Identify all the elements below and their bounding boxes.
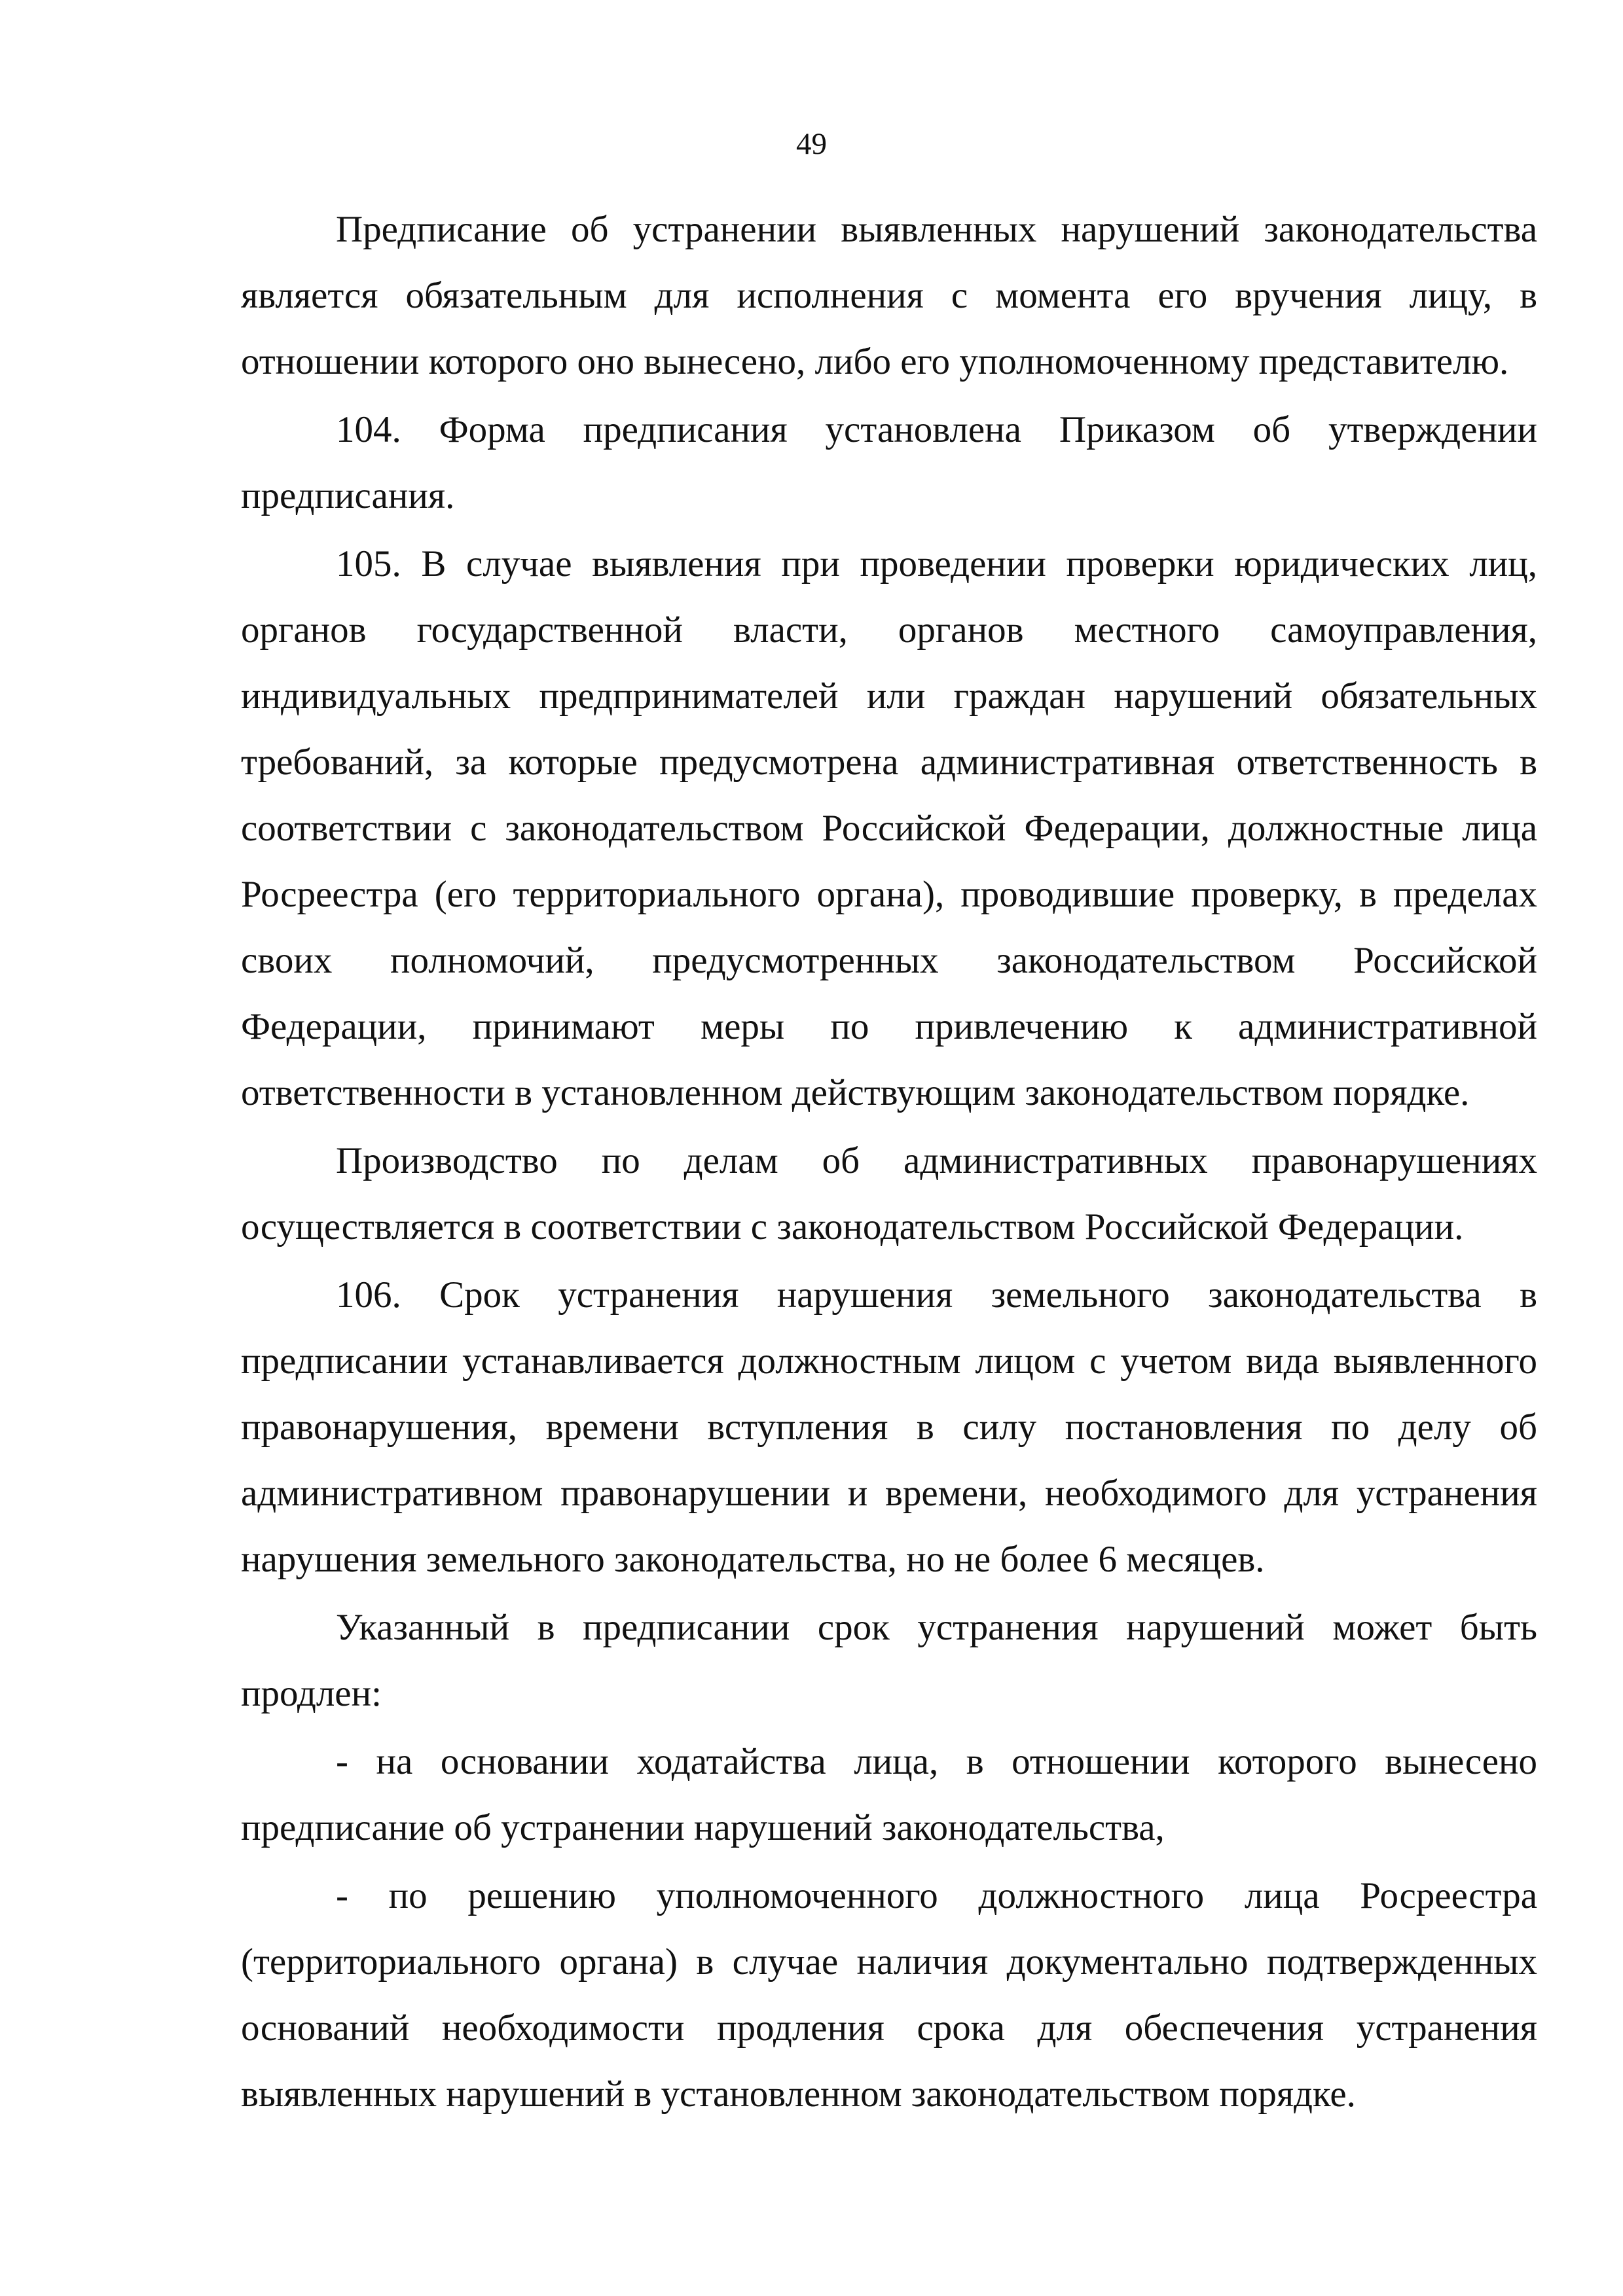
paragraph-extension-intro: Указанный в предписании срок устранения нарушений может быть продлен: <box>241 1607 1537 1714</box>
paragraph-106: 106. Срок устранения нарушения земельного законодательства в предписании устанавливается должностным лицом с учетом вида выявленного правонарушения, времени вступления в силу постановления по делу об административном правонарушении и времени, необходимого для устранения нарушения земельного законодательства, но не более 6 месяцев. <box>241 1274 1537 1580</box>
list-item-petition: - на основании ходатайства лица, в отношении которого вынесено предписание об устранении нарушений законодательства, <box>241 1741 1537 1848</box>
paragraph-prescription-binding: Предписание об устранении выявленных нарушений законодательства является обязательным для исполнения с момента его вручения лицу, в отношении которого оно вынесено, либо его уполномоченному представителю. <box>241 209 1537 382</box>
paragraph-proceedings: Производство по делам об административных правонарушениях осуществляется в соответствии с законодательством Российской Федерации. <box>241 1140 1537 1247</box>
document-body <box>241 196 1537 2129</box>
list-item-official-decision: - по решению уполномоченного должностного лица Росреестра (территориального органа) в случае наличия документально подтвержденных оснований необходимости продления срока для обеспечения устранения выявленных нарушений в установленном законодательством порядке. <box>241 1875 1537 2115</box>
page-number: 49 <box>796 127 827 161</box>
paragraph-104: 104. Форма предписания установлена Приказом об утверждении предписания. <box>241 409 1537 516</box>
paragraph-105: 105. В случае выявления при проведении проверки юридических лиц, органов государственной власти, органов местного самоуправления, индивидуальных предпринимателей или граждан нарушений обязательных требований, за которые предусмотрена административная ответственность в соответствии с законодательством Российской Федерации, должностные лица Росреестра (его территориального органа), проводившие проверку, в пределах своих полномочий, предусмотренных законодательством Российской Федерации, принимают меры по привлечению к административной ответственности в установленном действующим законодательством порядке. <box>241 543 1537 1113</box>
